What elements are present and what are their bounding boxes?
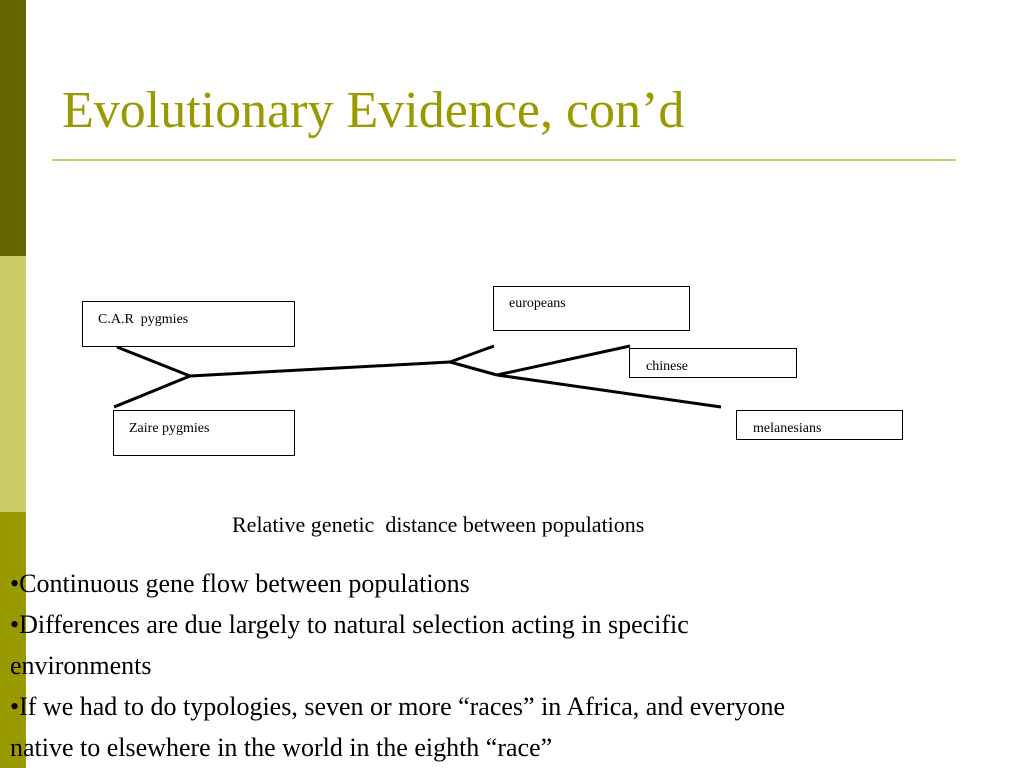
node-label: chinese [646, 359, 688, 374]
bullet-item: •If we had to do typologies, seven or more “races” in Africa, and everyone [10, 692, 786, 721]
branch-melanesians [497, 375, 721, 407]
node-label: Zaire pygmies [129, 421, 210, 436]
branch-chinese [497, 346, 630, 375]
bullet-list [10, 563, 1024, 768]
branch-car-pygmies [117, 347, 190, 376]
bullet-item: •Differences are due largely to natural selection acting in specific [10, 610, 689, 639]
node-zaire-pygmies [113, 410, 295, 456]
branch-trunk [190, 362, 450, 376]
node-label: C.A.R pygmies [98, 312, 189, 327]
branch-europeans [450, 346, 494, 362]
bullet-item-continuation: native to elsewhere in the world in the eighth “race” [10, 733, 553, 762]
branch-zaire-pygmies [114, 376, 190, 407]
node-europeans [493, 286, 690, 331]
bullet-item: •Continuous gene flow between populations [10, 569, 470, 598]
slide-title: Evolutionary Evidence, con’d [62, 82, 685, 139]
node-label: europeans [509, 296, 566, 311]
node-melanesians [736, 410, 903, 440]
node-label: melanesians [753, 421, 822, 436]
bullet-item-continuation: environments [10, 651, 152, 680]
node-chinese [629, 348, 797, 378]
diagram-caption: Relative genetic distance between populations [232, 512, 645, 537]
branch-to-inner-node [450, 362, 497, 375]
node-car-pygmies [82, 301, 295, 347]
